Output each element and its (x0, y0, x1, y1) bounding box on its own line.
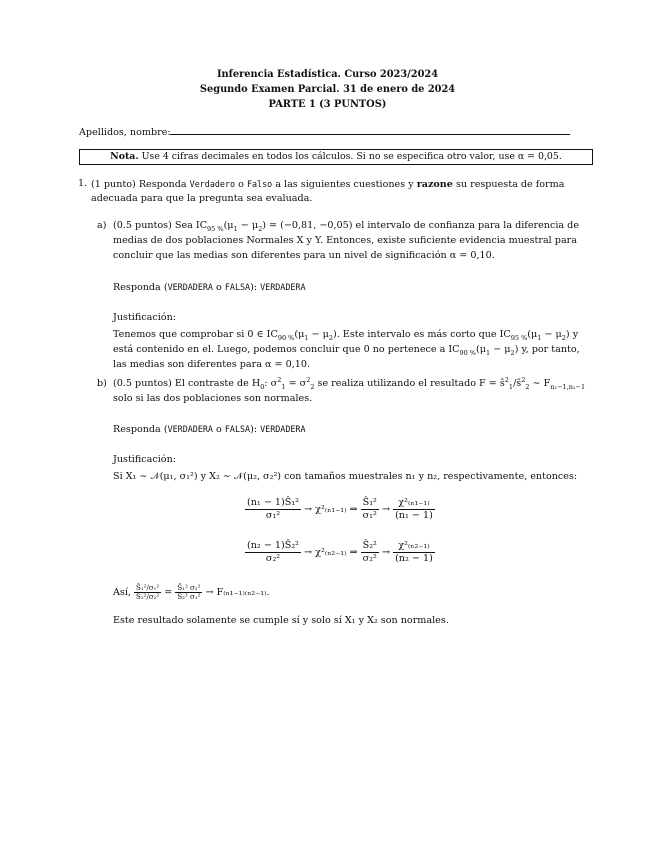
qa-line3: concluir que las medias son diferentes para un nivel de significación α = 0,10. (113, 250, 495, 261)
qb-resp-suffix: ): (250, 424, 258, 435)
eq1-frac1 (245, 497, 301, 522)
qa-t4: ) = (−0,81, −0,05) el intervalo de confianza para la diferencia de (262, 220, 579, 231)
qa-line2: medias de dos poblaciones Normales X y Y. Entonces, existe suficiente evidencia muestral para (113, 235, 577, 246)
qa-just-line1: Tenemos que comprobar si 0 ∈ $IC_{90 \%}(\mu_1 - \mu_2)$. Este intervalo es más corto que $IC_{95 \%}(\mu_1 - \mu_2)$ y (113, 329, 579, 342)
eq1-den: σ₁² (265, 510, 281, 521)
asi-ratio2-den: Ŝ₂² σ₁² (177, 593, 201, 601)
qb-t4: se realiza utilizando el resultado F = ŝ (314, 378, 505, 389)
asi-ratio (134, 584, 161, 601)
qb-asi: Así, (113, 587, 131, 598)
qa-resp-opt2: FALSA (224, 282, 251, 292)
qb-asi-result: → F₍ₙ₁₋₁₎₍ₙ₂₋₁₎. (205, 587, 270, 598)
eq2-mid: → χ²₍ₙ₂₋₁₎ ⇒ (304, 547, 358, 558)
qa-j2b: (μ (476, 344, 487, 355)
eq1-den3: (n₁ − 1) (395, 510, 433, 521)
asi-ratio-den: Ŝ₂²/σ₂² (136, 593, 160, 601)
eq1-den2: σ₁² (362, 510, 377, 521)
eq1-frac2 (361, 497, 379, 522)
qb-resp-opt2: FALSA (224, 424, 251, 434)
qa-response (113, 280, 306, 296)
asi-ratio-num: Ŝ₁²/σ₁² (136, 584, 160, 592)
eq1-mid: → χ²₍ₙ₁₋₁₎ ⇒ (304, 504, 358, 515)
qa-j1d: ). Este intervalo es más corto que IC (332, 329, 511, 340)
qb-resp-o: o (216, 424, 222, 435)
qb-t6: ∼ F (529, 378, 551, 389)
eq2-frac2 (361, 540, 379, 565)
q1-line1 (91, 177, 564, 193)
qb-asi-line: Así, $\frac{\text{Ŝ₁²/σ₁²}}{\text{Ŝ₂²/σ₂²}}$ = $\frac{\text{Ŝ₁² σ₂²}}{\text{Ŝ₂² σ₁²}}$ → F₍ₙ₁₋₁₎₍ₙ₂₋₁₎. (113, 584, 270, 601)
qa-label: a) (97, 220, 107, 231)
q1-text-c: su respuesta de forma (455, 179, 565, 190)
q1-o: o (238, 179, 244, 190)
eq1-num: (n₁ − 1)Ŝ₁² (247, 497, 300, 508)
qb-line2: solo si las dos poblaciones son normales. (113, 393, 313, 404)
qa-j2d: ) y, por tanto, (514, 344, 580, 355)
qa-just-label: Justificación: (113, 312, 176, 323)
q1-falso: Falso (246, 179, 273, 189)
qb-resp-opt1: VERDADERA (167, 424, 213, 434)
qa-j2c: − μ (490, 344, 511, 355)
qa-j2sub: 90 % (459, 348, 477, 357)
qb-resp-prefix: Responda ( (113, 424, 168, 435)
exam-subtitle: Segundo Examen Parcial. 31 de enero de 2024 (199, 84, 456, 95)
qb-final-line: Este resultado solamente se cumple sí y solo sí X₁ y X₂ son normales. (113, 615, 449, 626)
nota-title: Nota. (110, 151, 139, 162)
exam-part: PARTE 1 (3 PUNTOS) (268, 99, 387, 110)
eq1-num3: χ²₍ₙ₁₋₁₎ (393, 497, 435, 510)
qa-j1b: (μ (294, 329, 305, 340)
qb-t5: /ŝ (513, 378, 522, 389)
qa-j1a: Tenemos que comprobar si 0 ∈ IC (113, 329, 278, 340)
q1-verdadero: Verdadero (189, 179, 236, 189)
qa-j1sub2: 95 % (510, 333, 528, 342)
asi-ratio2-num: Ŝ₁² σ₂² (177, 584, 201, 592)
qb-label: b) (97, 378, 107, 389)
qa-j1c: − μ (308, 329, 329, 340)
qb-line1: (0.5 puntos) El contraste de $H_0$: $\sigma^2_1 = \sigma^2_2$ se realiza utilizando el resultado $F = ŝ^2_1/ŝ^2_2$ ∼ $F_{n_1-1,n_2-1}$ (113, 375, 586, 391)
q1-text-a: (1 punto) Responda (91, 179, 187, 190)
qa-t1: (0.5 puntos) Sea IC (113, 220, 208, 231)
qa-j1f: − μ (541, 329, 562, 340)
eq1-num2: Ŝ₁² (362, 497, 377, 508)
asi-ratio2 (175, 584, 202, 601)
qa-answer[interactable]: VERDADERA (260, 282, 306, 292)
eq2-num3: χ²₍ₙ₂₋₁₎ (393, 540, 435, 553)
qa-j2a: está contenido en el. Luego, podemos concluir que 0 no pertenece a IC (113, 344, 460, 355)
qb-t3: = σ (285, 378, 307, 389)
eq2-num2: Ŝ₂² (362, 540, 377, 551)
qa-resp-suffix: ): (250, 282, 258, 293)
qa-sub: 95 % (207, 224, 224, 233)
qb-fsub: n₁−1,n₂−1 (550, 382, 586, 391)
eq2-num: (n₂ − 1)Ŝ₂² (247, 540, 300, 551)
q1-razone: razone (416, 179, 453, 190)
qb-t2: : σ (264, 378, 278, 389)
eq2-den2: σ₂² (362, 553, 377, 564)
q1-line2: adecuada para que la pregunta sea evaluada. (91, 193, 313, 204)
equation-1 (245, 497, 435, 522)
qa-line1: (0.5 puntos) Sea $IC_{95 \%}(\mu_1 - \mu_2) = (-0,81$, −0,05) el intervalo de confianza para la diferencia de (113, 220, 579, 233)
nota-box (79, 149, 593, 165)
qb-response (113, 422, 306, 438)
qa-t2: (μ (223, 220, 234, 231)
qa-just-line3: las medias son diferentes para α = 0,10. (113, 359, 310, 370)
qa-resp-o: o (216, 282, 222, 293)
equation-2 (245, 540, 435, 565)
q1-number: 1. (78, 178, 88, 189)
qa-just-line2: está contenido en el. Luego, podemos concluir que 0 no pertenece a $IC_{90 \%}(\mu_1 - \mu_2)$ y, por tanto, (113, 344, 580, 357)
qb-answer[interactable]: VERDADERA (260, 424, 306, 434)
qa-resp-opt1: VERDADERA (167, 282, 213, 292)
qa-j1sub1: 90 % (277, 333, 295, 342)
eq2-frac3 (393, 540, 435, 565)
nota-text: Use 4 cifras decimales en todos los cálculos. Si no se especifica otro valor, use α = 0,05. (141, 151, 562, 162)
exam-title: Inferencia Estadística. Curso 2023/2024 (216, 69, 439, 80)
qb-just-label: Justificación: (113, 454, 176, 465)
name-label: Apellidos, nombre: (79, 127, 171, 138)
qa-j1e: (μ (527, 329, 538, 340)
eq2-den3: (n₂ − 1) (395, 553, 433, 564)
eq2-arrow: → (381, 547, 390, 558)
eq2-den: σ₂² (265, 553, 281, 564)
q1-text-b: a las siguientes cuestiones y (275, 179, 414, 190)
eq1-frac3 (393, 497, 435, 522)
eq1-arrow: → (381, 504, 390, 515)
qa-j1g: ) y (565, 329, 579, 340)
name-line[interactable] (170, 134, 570, 135)
qb-just-line1: Si X₁ ∼ 𝒩(μ₁, σ₁²) y X₂ ∼ 𝒩(μ₂, σ₂²) con tamaños muestrales n₁ y n₂, respectivamente, entonces: (113, 471, 578, 482)
qa-resp-prefix: Responda ( (113, 282, 168, 293)
eq2-frac1 (245, 540, 301, 565)
qb-t1: (0.5 puntos) El contraste de H (113, 378, 261, 389)
qa-t3: − μ (237, 220, 259, 231)
